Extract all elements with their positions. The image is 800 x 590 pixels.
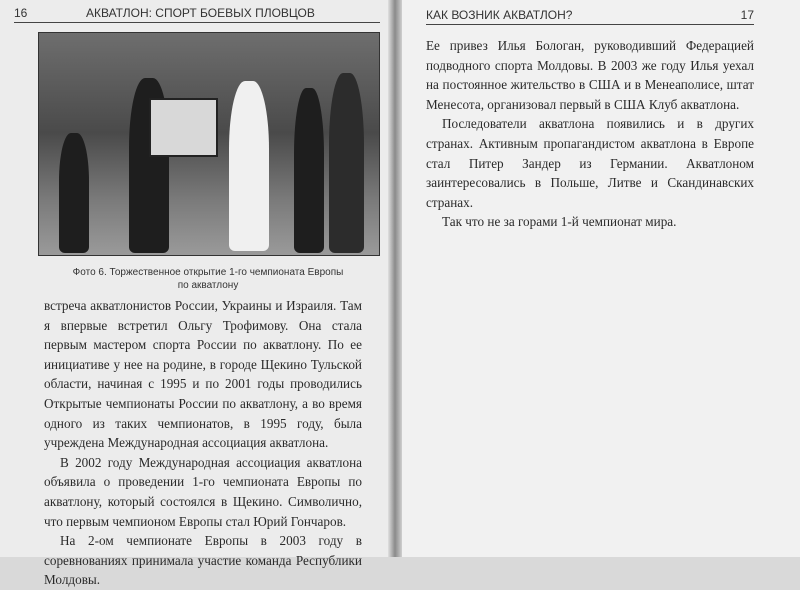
right-page [402,0,800,557]
left-page [0,0,396,588]
photo [38,32,380,256]
left-body-text [44,296,362,590]
paragraph: В 2002 году Международная ассоциация акватлона объявила о проведении 1-го чемпионата Европы по акватлону, который состоялся в Щекино. Символично, что первым чемпионом Европы стал Юрий Гончаров. [44,454,362,529]
paragraph: Так что не за горами 1-й чемпионат мира. [442,214,677,230]
paragraph: Последователи акватлона появились и в других странах. Активным пропагандистом акватлона в Европе стал Питер Зандер из Германии. Акватлоном заинтересовались в Польше, Литве и Скандинавских странах. [426,116,754,210]
caption-line: по акватлону [177,280,239,291]
book-gutter [388,0,402,557]
running-title: АКВАТЛОН: СПОРТ БОЕВЫХ ПЛОВЦОВ [86,6,315,20]
right-header [426,8,754,25]
paragraph: На 2-ом чемпионате Европы в 2003 году в соревнованиях принимала участие команда Республики Молдовы. [44,533,362,588]
caption-line: Фото 6. Торжественное открытие 1-го чемпионата Европы [72,267,344,278]
paragraph: встреча акватлонистов России, Украины и Израиля. Там я впервые встретил Ольгу Трофимову. Она стала первым мастером спорта России по акватлону. По ее инициативе у нее на родине, в городе Щекино Тульской области, начиная с 1995 и по 2001 годы проводились Открытые чемпионаты России по акватлону, а во время одного из таких чемпионатов, в 1995 году, была учреждена Международная ассоциация акватлона. [44,298,362,451]
photo-caption [38,266,378,292]
right-body-text [426,36,754,232]
paragraph: Ее привез Илья Бологан, руководивший Федерацией подводного спорта Молдовы. В 2003 же году Илья уехал на постоянное жительство в США и в Менеаполисе, штат Менесота, организовал первый в США Клуб акватлона. [426,38,754,112]
page-number: 17 [740,8,754,22]
running-title: КАК ВОЗНИК АКВАТЛОН? [426,8,573,22]
page-number: 16 [14,6,28,20]
left-header [14,6,380,23]
